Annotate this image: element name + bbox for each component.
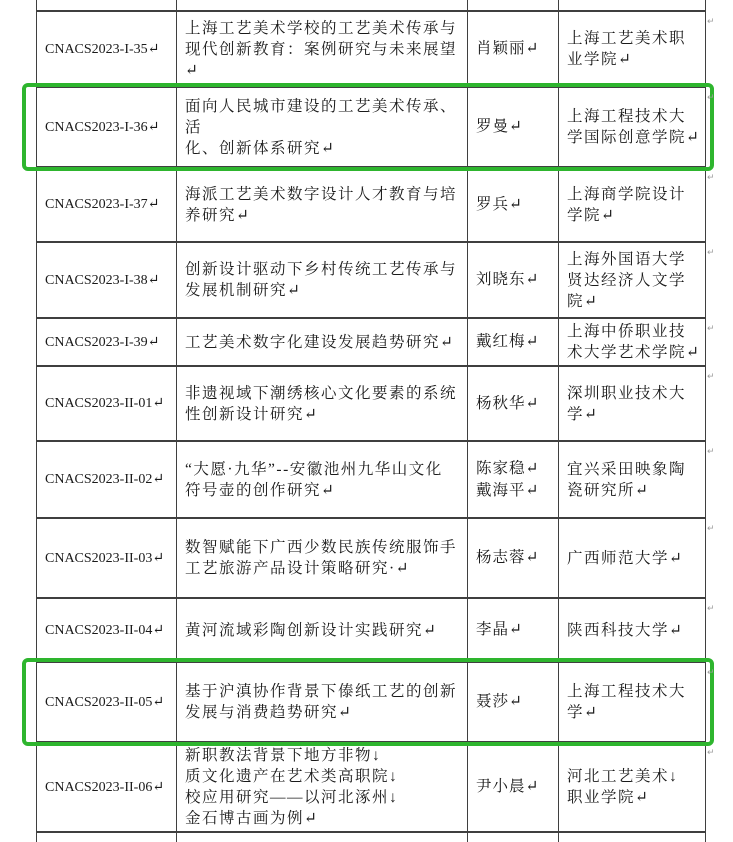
cell-title: 数智赋能下广西少数民族传统服饰手 工艺旅游产品设计策略研究·↵ [177,518,468,598]
cell-name: 聂莎↵ [468,662,559,742]
cell-institution: 上海中侨职业技 术大学艺术学院↵ [559,318,706,366]
cell-title: 工艺美术数字化建设发展趋势研究↵ [177,318,468,366]
cell-id: CNACS2023-II-03↵ [37,518,177,598]
cell-empty [37,0,177,11]
cell-id: CNACS2023-I-38↵ [37,242,177,318]
row-end-paragraph-mark: ↵ [707,524,715,534]
cell-title: 非遗视域下潮绣核心文化要素的系统 性创新设计研究↵ [177,366,468,441]
row-end-paragraph-mark: ↵ [707,324,715,334]
table-row [37,167,706,242]
cell-title: 黄河流域彩陶创新设计实践研究↵ [177,598,468,662]
cell-empty [559,832,706,842]
table-row-highlighted [37,662,706,742]
table-row [37,242,706,318]
row-end-paragraph-mark: ↵ [707,604,715,614]
cell-empty [37,832,177,842]
cell-institution: 上海外国语大学 贤达经济人文学 院↵ [559,242,706,318]
cell-id: CNACS2023-II-04↵ [37,598,177,662]
cell-institution: 上海工程技术大 学国际创意学院↵ [559,87,706,167]
cell-name: 杨秋华↵ [468,366,559,441]
table-row [37,441,706,518]
table-row [37,518,706,598]
cell-title: 新职教法背景下地方非物↓ 质文化遗产在艺术类高职院↓ 校应用研究——以河北涿州↓ 金石博古画为例↵ [177,742,468,832]
table-row-highlighted [37,87,706,167]
cell-name: 杨志蓉↵ [468,518,559,598]
cell-institution: 宜兴采田映象陶 瓷研究所↵ [559,441,706,518]
cell-institution: 陕西科技大学↵ [559,598,706,662]
cell-title: 创新设计驱动下乡村传统工艺传承与 发展机制研究↵ [177,242,468,318]
cell-id: CNACS2023-I-39↵ [37,318,177,366]
cell-institution: 上海商学院设计 学院↵ [559,167,706,242]
cell-empty [177,832,468,842]
cell-name: 罗曼↵ [468,87,559,167]
cell-institution: 河北工艺美术↓ 职业学院↵ [559,742,706,832]
table-row-partial [37,0,706,11]
table-container [36,0,705,842]
table-row [37,11,706,87]
row-end-paragraph-mark: ↵ [707,748,715,758]
cell-title: 基于沪滇协作背景下傣纸工艺的创新 发展与消费趋势研究↵ [177,662,468,742]
cell-empty [468,0,559,11]
table-row [37,598,706,662]
cell-name: 李晶↵ [468,598,559,662]
cell-name: 肖颖丽↵ [468,11,559,87]
row-end-paragraph-mark: ↵ [707,17,715,27]
project-table-body [37,0,706,842]
row-end-paragraph-mark: ↵ [707,248,715,258]
cell-name: 戴红梅↵ [468,318,559,366]
cell-institution: 上海工程技术大 学↵ [559,662,706,742]
row-end-paragraph-mark: ↵ [707,93,715,103]
cell-institution: 广西师范大学↵ [559,518,706,598]
cell-id: CNACS2023-I-35↵ [37,11,177,87]
cell-title: “大愿·九华”--安徽池州九华山文化 符号壶的创作研究↵ [177,441,468,518]
cell-name: 尹小晨↵ [468,742,559,832]
table-row [37,742,706,832]
cell-title: 面向人民城市建设的工艺美术传承、活 化、创新体系研究↵ [177,87,468,167]
project-table [36,0,706,842]
cell-id: CNACS2023-II-02↵ [37,441,177,518]
cell-id: CNACS2023-II-05↵ [37,662,177,742]
cell-institution: 上海工艺美术职 业学院↵ [559,11,706,87]
cell-id: CNACS2023-II-01↵ [37,366,177,441]
cell-empty [468,832,559,842]
cell-empty [559,0,706,11]
row-end-paragraph-mark: ↵ [707,668,715,678]
cell-id: CNACS2023-I-36↵ [37,87,177,167]
cell-name: 刘晓东↵ [468,242,559,318]
cell-title: 海派工艺美术数字设计人才教育与培 养研究↵ [177,167,468,242]
table-row-partial [37,832,706,842]
cell-empty [177,0,468,11]
cell-name: 罗兵↵ [468,167,559,242]
row-end-paragraph-mark: ↵ [707,173,715,183]
row-end-paragraph-mark: ↵ [707,447,715,457]
cell-institution: 深圳职业技术大 学↵ [559,366,706,441]
cell-id: CNACS2023-II-06↵ [37,742,177,832]
cell-name: 陈家稳↵ 戴海平↵ [468,441,559,518]
table-row [37,366,706,441]
cell-id: CNACS2023-I-37↵ [37,167,177,242]
table-row [37,318,706,366]
row-end-paragraph-mark: ↵ [707,372,715,382]
cell-title: 上海工艺美术学校的工艺美术传承与 现代创新教育：案例研究与未来展望↵ [177,11,468,87]
